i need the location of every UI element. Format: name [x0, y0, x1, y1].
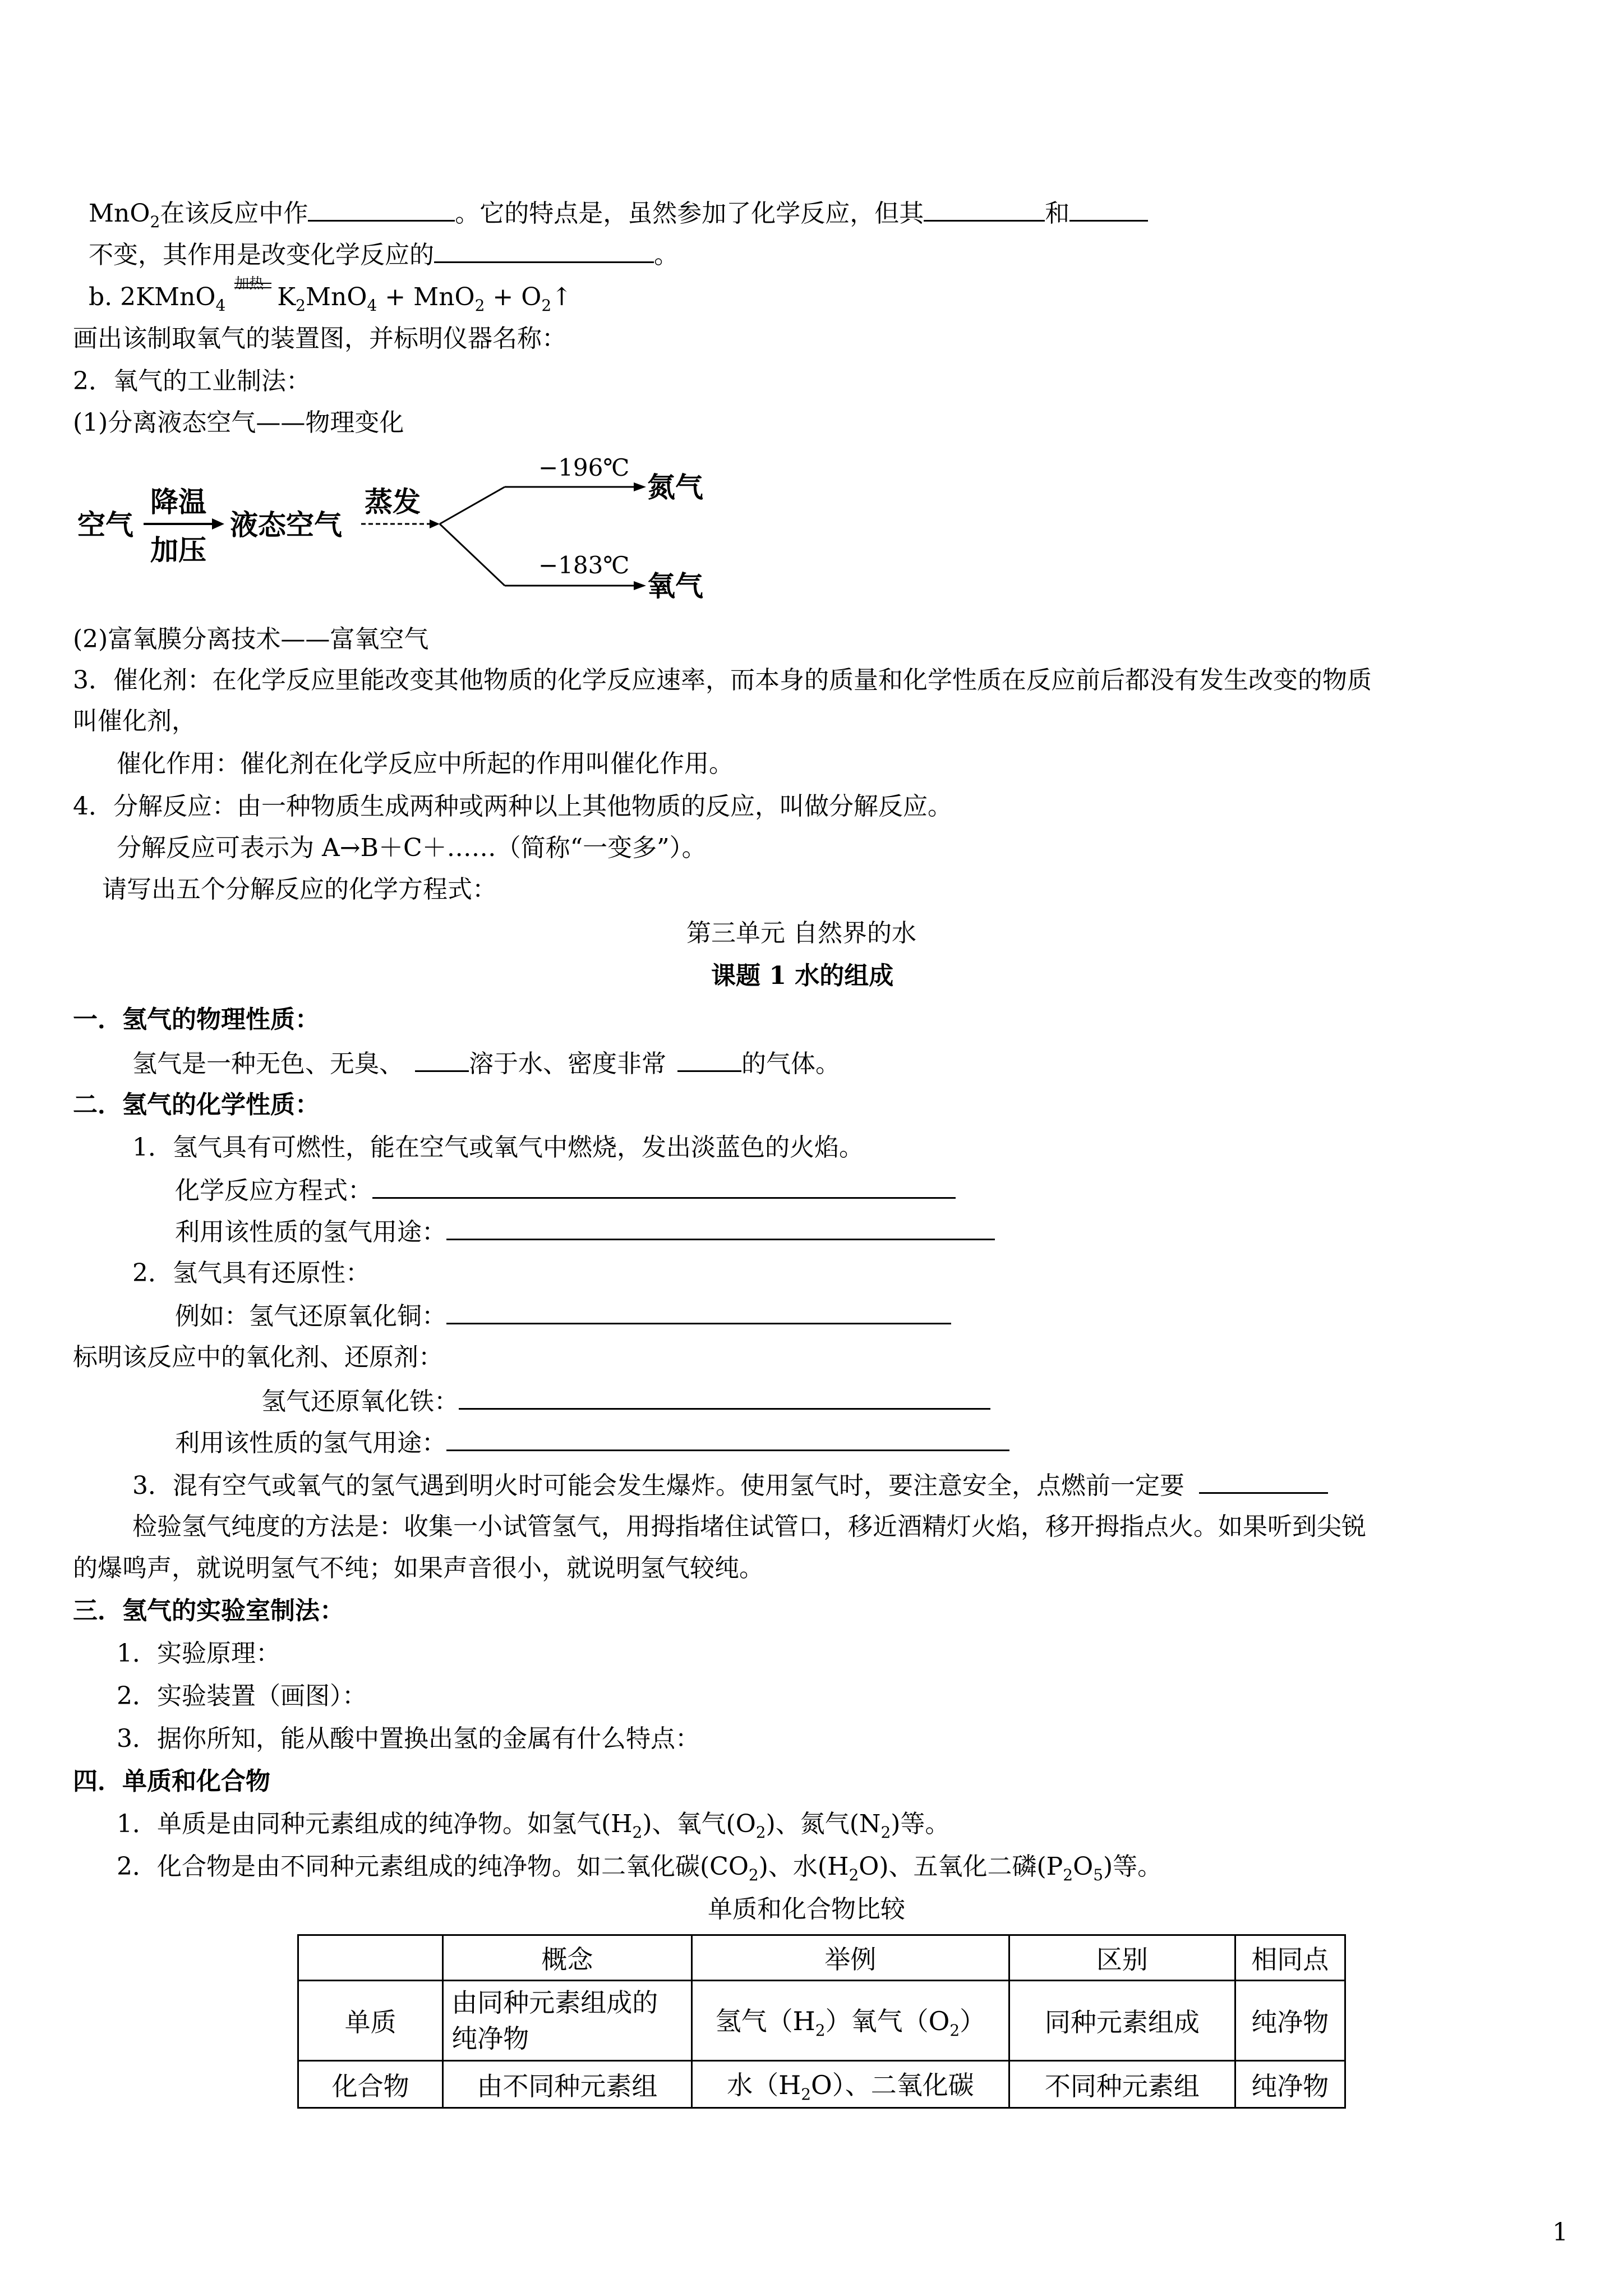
decomposition-formula: 分解反应可表示为 A→B＋C＋……（简称“一变多”）。 — [117, 834, 707, 862]
topic-title: 课题 1 水的组成 — [711, 961, 894, 990]
arrow-head — [634, 581, 646, 590]
text: )、水(H — [758, 1852, 849, 1881]
subscript: 4 — [367, 296, 377, 315]
arrow-head — [212, 518, 224, 530]
line-equation — [175, 1172, 956, 1208]
subscript: 2 — [849, 1865, 859, 1884]
line-unchanged — [89, 237, 679, 272]
definition-compound — [117, 1850, 1162, 1892]
item-explosion — [132, 1467, 1328, 1503]
text: 氢气是一种无色、无臭、 — [132, 1050, 404, 1078]
comparison-table — [297, 1934, 1346, 2109]
fill-blank[interactable] — [1069, 195, 1148, 222]
text: + O — [485, 283, 542, 311]
text: 3．混有空气或氧气的氢气遇到明火时可能会发生爆炸。使用氢气时，要注意安全，点燃前一定要 — [132, 1471, 1184, 1500]
text: 2．化合物是由不同种元素组成的纯净物。如二氧化碳(CO — [117, 1852, 749, 1881]
definition-decomposition: 4．分解反应：由一种物质生成两种或两种以上其他物质的反应，叫做分解反应。 — [73, 792, 952, 821]
cell-difference: 不同种元素组 — [1009, 2061, 1235, 2108]
subscript: 2 — [150, 212, 160, 231]
label-cool: 降温 — [150, 486, 206, 518]
condition-label: 加热 — [234, 275, 264, 292]
purity-check-method: 检验氢气纯度的方法是：收集一小试管氢气，用拇指堵住试管口，移近酒精灯火焰，移开拇指点火。如果听到尖锐 — [132, 1512, 1366, 1541]
equation-kmno4 — [89, 275, 573, 323]
item-separate-liquid-air: (1)分离液态空气——物理变化 — [73, 408, 404, 437]
text: 和 — [1045, 199, 1070, 228]
row-label: 单质 — [298, 1981, 443, 2061]
unit-title: 第三单元 自然界的水 — [686, 919, 916, 947]
fill-blank[interactable] — [308, 195, 455, 222]
fill-blank[interactable] — [415, 1046, 469, 1072]
item-metal-feature: 3．据你所知，能从酸中置换出氢的金属有什么特点： — [117, 1724, 700, 1753]
header-common: 相同点 — [1235, 1935, 1345, 1981]
section-heading-lab-prep: 三．氢气的实验室制法： — [73, 1596, 344, 1625]
line-use-1 — [175, 1214, 995, 1249]
section-heading-physical: 一．氢气的物理性质： — [73, 1005, 320, 1034]
purity-check-method-cont: 的爆鸣声，就说明氢气不纯；如果声音很小，就说明氢气较纯。 — [73, 1554, 764, 1582]
text: 的气体。 — [741, 1050, 840, 1078]
arrow-head — [430, 519, 440, 528]
fill-blank[interactable] — [1199, 1467, 1328, 1494]
subscript: 2 — [801, 2085, 811, 2104]
header-example: 举例 — [691, 1935, 1009, 1981]
subscript: 2 — [541, 296, 552, 315]
line-reduce-fe2o3 — [261, 1383, 990, 1419]
subscript: 2 — [296, 296, 306, 315]
subscript: 2 — [815, 2021, 826, 2040]
label-press: 加压 — [150, 534, 206, 567]
label-o2: 氧气 — [647, 570, 703, 602]
text: 利用该性质的氢气用途： — [175, 1429, 446, 1457]
text: )、氮气(N — [766, 1810, 881, 1838]
text: 1．单质是由同种元素组成的纯净物。如氢气(H — [117, 1810, 633, 1838]
header-difference: 区别 — [1009, 1935, 1235, 1981]
item-combustibility: 1．氢气具有可燃性，能在空气或氧气中燃烧，发出淡蓝色的火焰。 — [132, 1133, 864, 1162]
section-heading-element-compound: 四．单质和化合物 — [73, 1767, 270, 1796]
item-reducibility: 2．氢气具有还原性： — [132, 1259, 370, 1287]
gas-arrow: ↑ — [551, 283, 573, 311]
text: 氢气还原氧化铁： — [261, 1387, 459, 1416]
text: 不变，其作用是改变化学反应的 — [89, 241, 434, 269]
text: 在该反应中作 — [160, 199, 308, 228]
fill-blank[interactable] — [434, 237, 654, 263]
cell-difference: 同种元素组成 — [1009, 1981, 1235, 2061]
item-apparatus: 2．实验装置（画图）： — [117, 1682, 367, 1710]
definition-catalyst-cont: 叫催化剂， — [73, 707, 196, 735]
arrow-head — [634, 482, 646, 491]
definition-element — [117, 1807, 949, 1849]
item-oxygen-membrane: (2)富氧膜分离技术——富氧空气 — [73, 625, 429, 654]
text: ） — [960, 2006, 986, 2037]
equals-sign — [234, 283, 271, 288]
text: 化学反应方程式： — [175, 1176, 372, 1205]
text: O — [1073, 1852, 1094, 1881]
table-caption: 单质和化合物比较 — [708, 1895, 905, 1924]
branch-line — [440, 487, 505, 524]
liquid-air-separation-diagram — [73, 449, 718, 617]
label-n2: 氮气 — [647, 471, 703, 504]
label-evaporate: 蒸发 — [365, 486, 421, 518]
text: 例如：氢气还原氧化铜： — [175, 1302, 446, 1331]
cell-concept: 由同种元素组成的纯净物 — [443, 1981, 691, 2061]
text: K — [277, 283, 296, 311]
cell-example — [691, 2061, 1009, 2108]
text: 氢气（H — [715, 2006, 815, 2037]
line-reduce-cuo — [175, 1298, 951, 1333]
branch-line — [440, 524, 505, 586]
text: ）氧气（O — [825, 2006, 950, 2037]
subscript: 2 — [949, 2021, 960, 2040]
label-liquid-air: 液态空气 — [230, 509, 342, 541]
text: MnO — [89, 199, 150, 228]
row-label: 化合物 — [298, 2061, 443, 2108]
fill-blank[interactable] — [677, 1046, 741, 1072]
text: O)、五氧化二磷(P — [859, 1852, 1063, 1881]
subscript: 2 — [755, 1823, 766, 1842]
cell-concept: 由不同种元素组 — [443, 2061, 691, 2108]
text: + MnO — [377, 283, 475, 311]
label-n2-temp: −196℃ — [538, 454, 630, 481]
table-row — [298, 2061, 1345, 2108]
subscript: 2 — [474, 296, 485, 315]
definition-catalysis: 催化作用：催化剂在化学反应中所起的作用叫催化作用。 — [117, 749, 734, 778]
cell-example — [691, 1981, 1009, 2061]
line-physical-properties — [132, 1046, 840, 1081]
cell-common: 纯净物 — [1235, 2061, 1345, 2108]
fill-blank[interactable] — [372, 1172, 956, 1199]
fill-blank[interactable] — [459, 1383, 990, 1410]
fill-blank[interactable] — [924, 195, 1045, 222]
label-air: 空气 — [77, 509, 133, 541]
text: )等。 — [1103, 1852, 1163, 1881]
fill-blank[interactable] — [446, 1425, 1009, 1451]
text: b. 2KMnO — [89, 283, 216, 311]
text: 水（H — [727, 2070, 801, 2100]
subscript: 5 — [1093, 1865, 1104, 1884]
text: 利用该性质的氢气用途： — [175, 1218, 446, 1246]
subscript: 2 — [1063, 1865, 1073, 1884]
subscript: 2 — [632, 1823, 643, 1842]
text: MnO — [306, 283, 367, 311]
subscript: 2 — [880, 1823, 891, 1842]
page-number: 1 — [1552, 2218, 1568, 2247]
text: 。它的特点是，虽然参加了化学反应，但其 — [455, 199, 924, 228]
text: 。 — [654, 241, 679, 269]
fill-blank[interactable] — [446, 1298, 951, 1324]
instruction-draw-apparatus: 画出该制取氧气的装置图，并标明仪器名称： — [73, 324, 566, 353]
subscript: 4 — [215, 296, 226, 315]
fill-blank[interactable] — [446, 1214, 995, 1240]
cell-common: 纯净物 — [1235, 1981, 1345, 2061]
label-o2-temp: −183℃ — [538, 551, 630, 579]
table-header-row — [298, 1935, 1345, 1981]
instruction-mark-agents: 标明该反应中的氧化剂、还原剂： — [73, 1343, 443, 1372]
text: )等。 — [891, 1810, 950, 1838]
heading-industrial-method: 2．氧气的工业制法： — [73, 367, 311, 395]
instruction-write-equations: 请写出五个分解反应的化学方程式： — [102, 875, 497, 904]
header-empty — [298, 1935, 443, 1981]
line-use-2 — [175, 1425, 1009, 1460]
section-heading-chemical: 二．氢气的化学性质： — [73, 1091, 320, 1119]
text: )、氧气(O — [642, 1810, 756, 1838]
table-row — [298, 1981, 1345, 2061]
line-mno2-role — [89, 195, 1148, 239]
text: O）、二氧化碳 — [811, 2070, 974, 2100]
item-principle: 1．实验原理： — [117, 1639, 280, 1668]
header-concept: 概念 — [443, 1935, 691, 1981]
definition-catalyst: 3．催化剂：在化学反应里能改变其他物质的化学反应速率，而本身的质量和化学性质在反应前后都没有发生改变的物质 — [73, 666, 1372, 694]
reaction-condition — [233, 275, 277, 305]
subscript: 2 — [748, 1865, 759, 1884]
text: 溶于水、密度非常 — [469, 1050, 666, 1078]
